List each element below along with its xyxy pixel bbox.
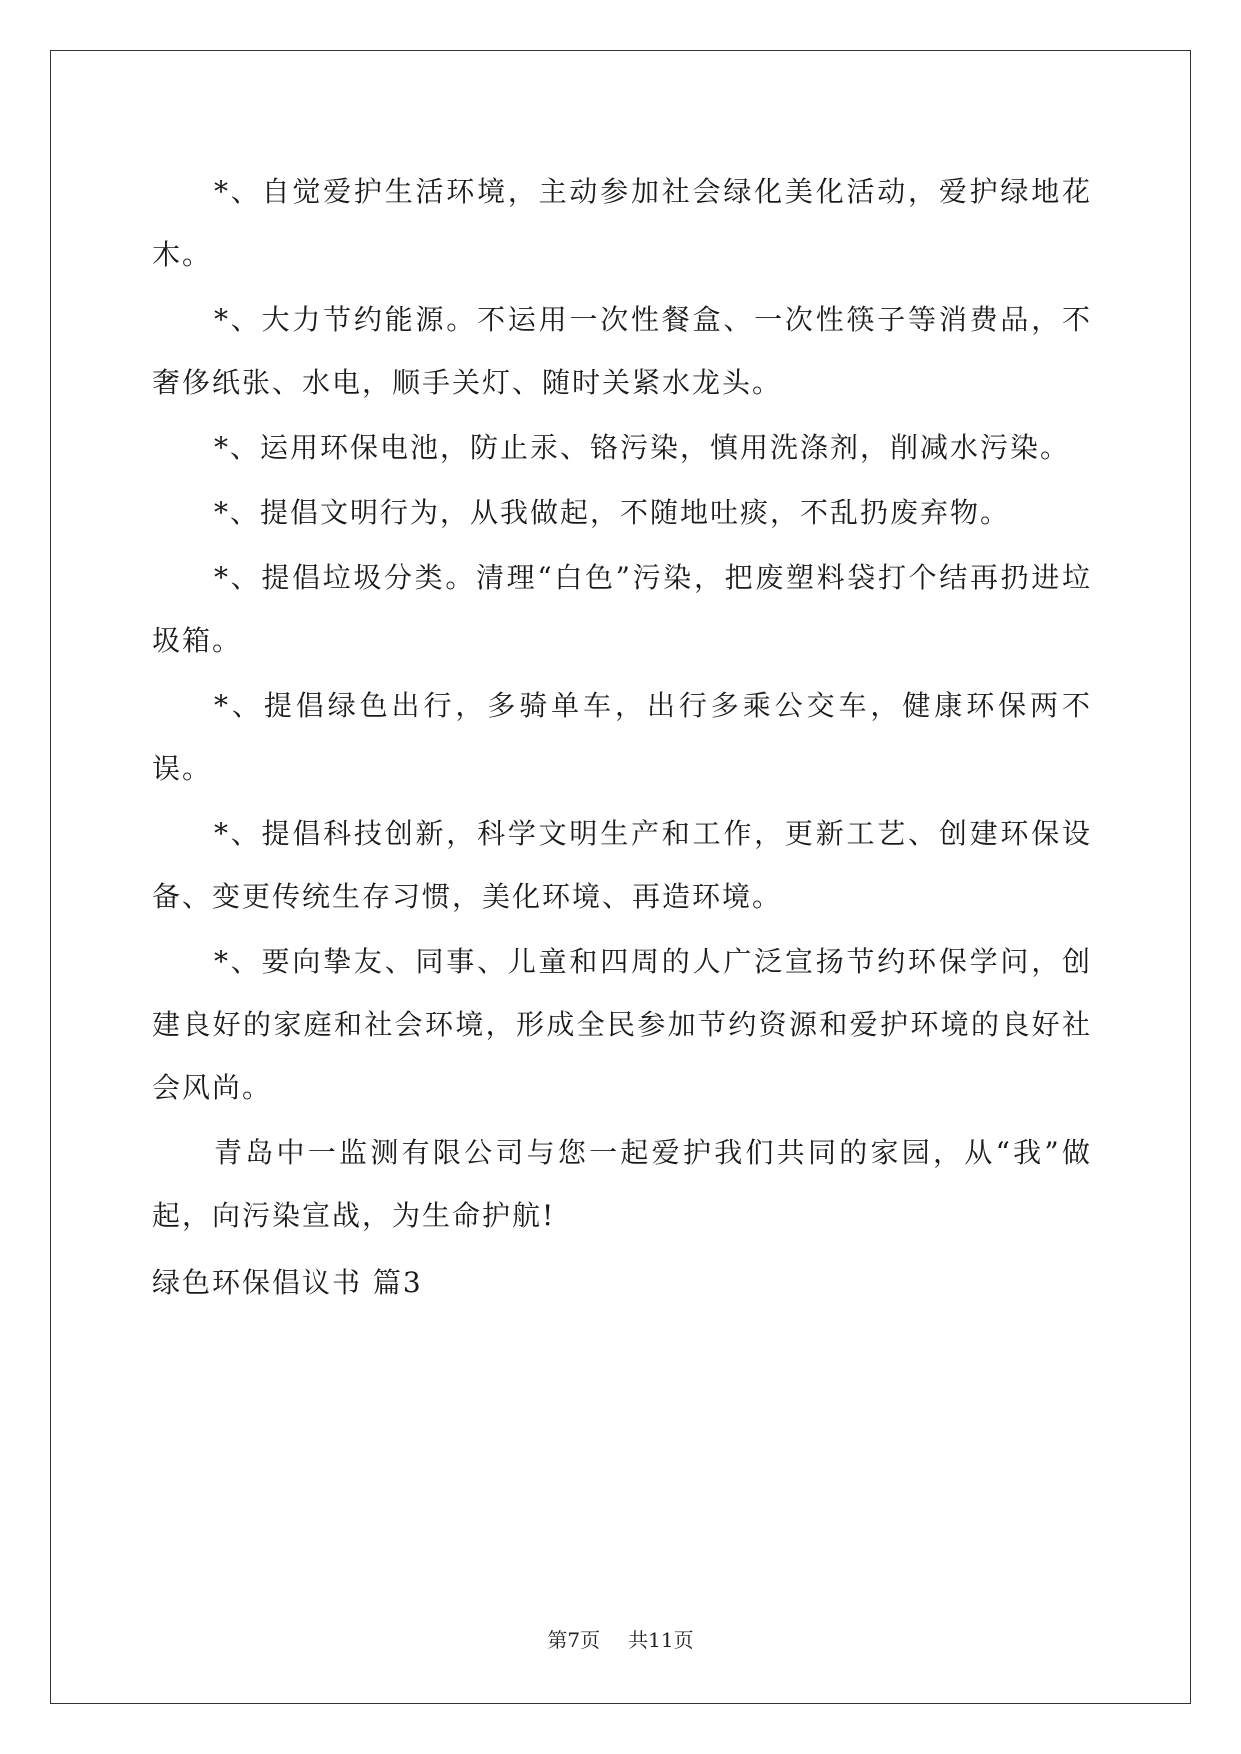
section-heading: 绿色环保倡议书 篇3 <box>152 1266 423 1299</box>
page-number-current: 第7页 <box>547 1628 601 1652</box>
paragraph-publicity: *、要向挚友、同事、儿童和四周的人广泛宣扬节约环保学问，创建良好的家庭和社会环境，形成全民参加节约资源和爱护环境的良好社会风尚。 <box>152 945 1092 1104</box>
paragraph-greening: *、自觉爱护生活环境，主动参加社会绿化美化活动，爱护绿地花木。 <box>152 175 1092 271</box>
paragraph-civility: *、提倡文明行为，从我做起，不随地吐痰，不乱扔废弃物。 <box>214 496 1011 529</box>
paragraph-innovation: *、提倡科技创新，科学文明生产和工作，更新工艺、创建环保设备、变更传统生存习惯，美化环境、再造环境。 <box>152 817 1092 913</box>
paragraph-garbage-sorting: *、提倡垃圾分类。清理“白色”污染，把废塑料袋打个结再扔进垃圾箱。 <box>152 561 1092 657</box>
paragraph-closing: 青岛中一监测有限公司与您一起爱护我们共同的家园，从“我”做起，向污染宣战，为生命护航! <box>152 1136 1092 1232</box>
paragraph-batteries: *、运用环保电池，防止汞、铬污染，慎用洗涤剂，削减水污染。 <box>214 431 1071 464</box>
page-number-total: 共11页 <box>628 1628 694 1652</box>
paragraph-energy-saving: *、大力节约能源。不运用一次性餐盒、一次性筷子等消费品，不奢侈纸张、水电，顺手关灯、随时关紧水龙头。 <box>152 303 1092 399</box>
page-footer <box>0 1624 1241 1653</box>
document-body <box>152 160 1092 1314</box>
paragraph-green-travel: *、提倡绿色出行，多骑单车，出行多乘公交车，健康环保两不误。 <box>152 689 1092 785</box>
